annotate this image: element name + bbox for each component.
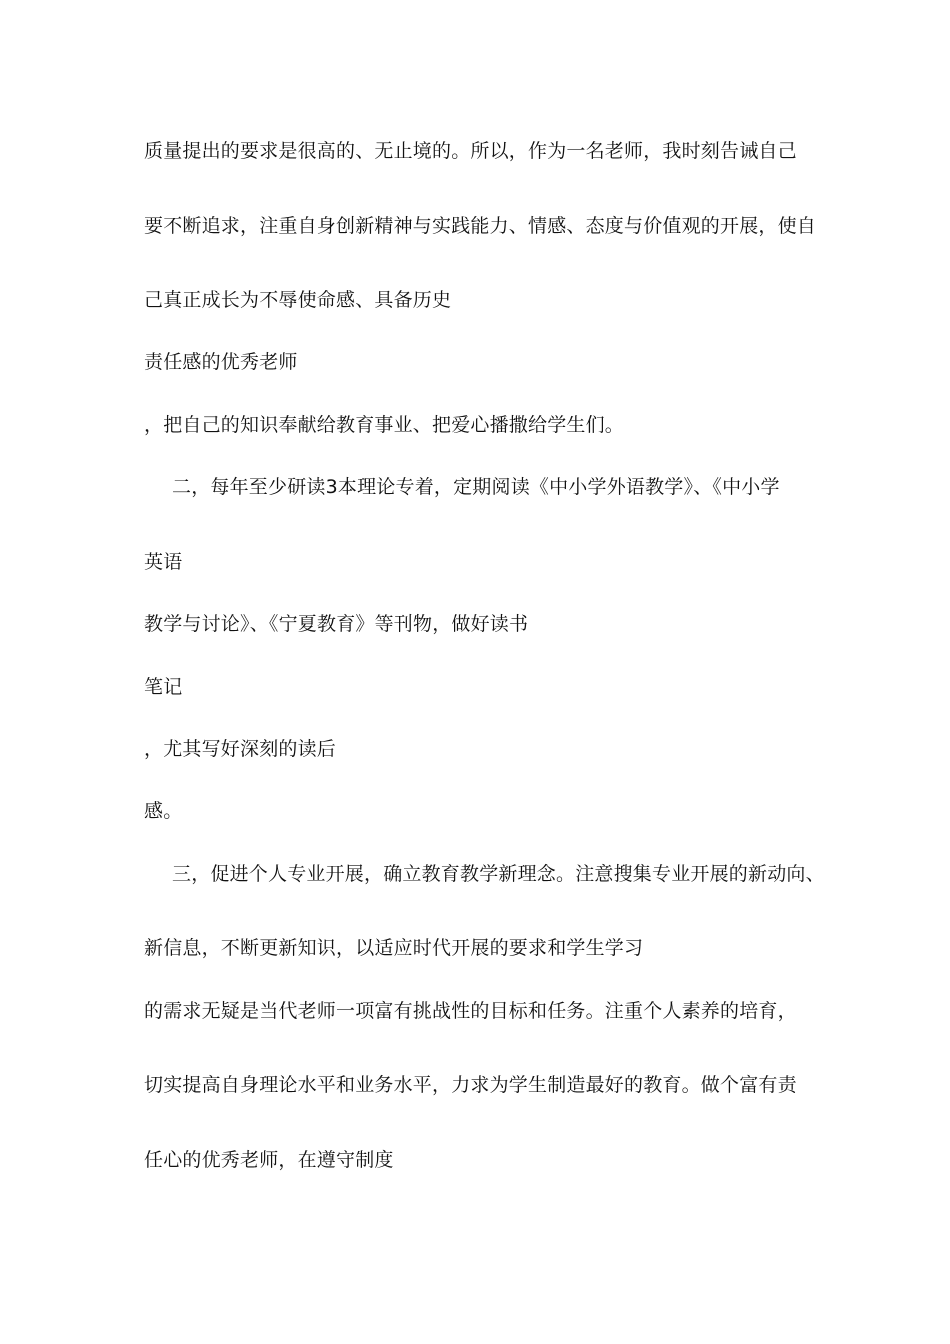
text-line-4: 责任感的优秀老师 <box>144 351 298 373</box>
text-line-8: 教学与讨论》、《宁夏教育》等刊物，做好读书 <box>144 613 529 635</box>
text-line-15: 切实提高自身理论水平和业务水平，力求为学生制造最好的教育。做个富有责 <box>144 1074 797 1096</box>
text-line-10: ，尤其写好深刻的读后 <box>144 738 337 760</box>
text-line-5: ，把自己的知识奉献给教育事业、把爱心播撒给学生们。 <box>144 414 625 436</box>
text-line-9: 笔记 <box>144 676 183 698</box>
paragraph-3-start: 三，促进个人专业开展，确立教育教学新理念。注意搜集专业开展的新动向、 <box>172 863 825 885</box>
text-line-11: 感。 <box>144 800 183 822</box>
text-line-1: 质量提出的要求是很高的、无止境的。所以，作为一名老师，我时刻告诫自己 <box>144 140 797 162</box>
text-line-14: 的需求无疑是当代老师一项富有挑战性的目标和任务。注重个人素养的培育， <box>144 1000 797 1022</box>
text-line-3: 己真正成长为不辱使命感、具备历史 <box>144 289 452 311</box>
text-line-13: 新信息，不断更新知识，以适应时代开展的要求和学生学习 <box>144 937 644 959</box>
text-line-7: 英语 <box>144 551 183 573</box>
paragraph-2-start: 二，每年至少研读3本理论专着，定期阅读《中小学外语教学》、《中小学 <box>172 476 780 498</box>
text-line-16: 任心的优秀老师，在遵守制度 <box>144 1149 394 1171</box>
text-line-2: 要不断追求，注重自身创新精神与实践能力、情感、态度与价值观的开展，使自 <box>144 215 817 237</box>
